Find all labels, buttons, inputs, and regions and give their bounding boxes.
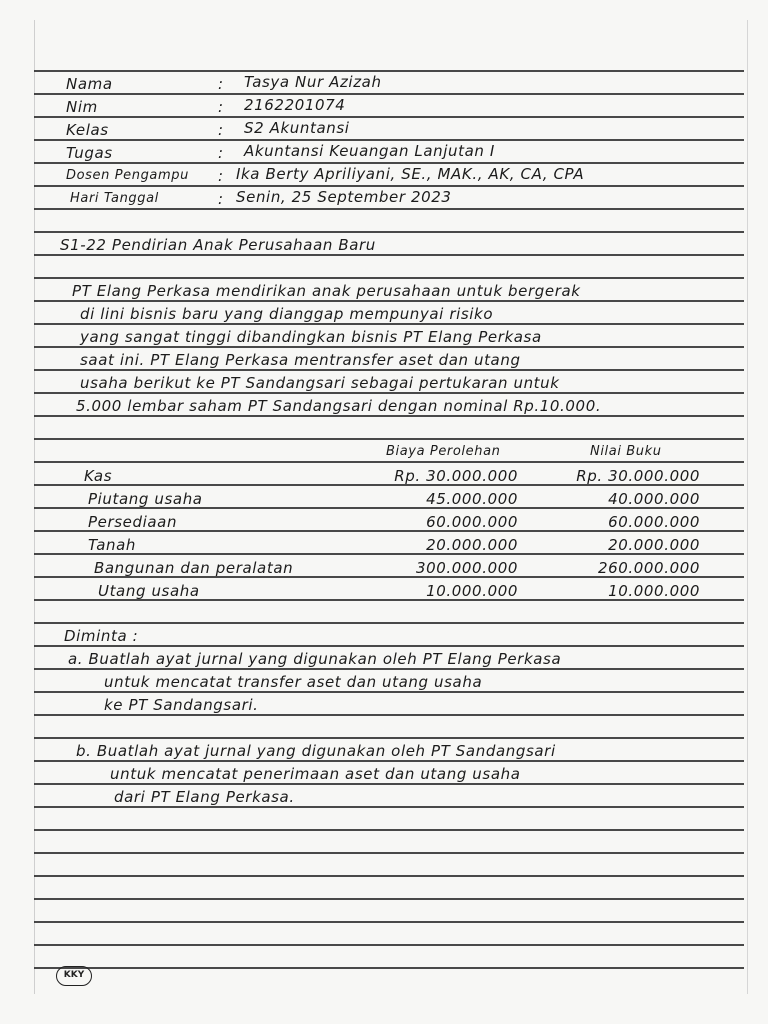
header-label-hari-tanggal: Hari Tanggal	[70, 191, 159, 206]
table-cell-biaya: Rp. 30.000.000	[394, 467, 518, 485]
request-title: Diminta :	[64, 627, 139, 645]
header-separator: :	[218, 190, 224, 208]
rule-line	[34, 369, 744, 371]
rule-line	[34, 852, 744, 854]
rule-line	[34, 898, 744, 900]
table-cell-nilai: 40.000.000	[608, 490, 700, 508]
table-cell-biaya: 10.000.000	[426, 582, 518, 600]
header-label-nama: Nama	[66, 75, 113, 93]
rule-line	[34, 254, 744, 256]
rule-line	[34, 116, 744, 118]
rule-line	[34, 875, 744, 877]
margin-line-right	[747, 20, 748, 994]
header-separator: :	[218, 167, 224, 185]
rule-line	[34, 714, 744, 716]
table-cell-nilai: 260.000.000	[597, 559, 700, 577]
problem-title: S1-22 Pendirian Anak Perusahaan Baru	[60, 236, 376, 254]
rule-line	[34, 93, 744, 95]
request-a-line: untuk mencatat transfer aset dan utang usaha	[104, 673, 483, 691]
table-cell-item: Utang usaha	[98, 582, 200, 600]
rule-line	[34, 185, 744, 187]
rule-line	[34, 944, 744, 946]
table-cell-item: Tanah	[88, 536, 136, 554]
table-cell-item: Persediaan	[88, 513, 178, 531]
header-separator: :	[218, 144, 224, 162]
rule-line	[34, 208, 744, 210]
header-value-nama: Tasya Nur Azizah	[244, 73, 382, 91]
header-separator: :	[218, 98, 224, 116]
rule-line	[34, 806, 744, 808]
rule-line	[34, 967, 744, 969]
table-cell-item: Kas	[84, 467, 113, 485]
rule-line	[34, 415, 744, 417]
table-cell-biaya: 20.000.000	[426, 536, 518, 554]
rule-line	[34, 231, 744, 233]
rule-line	[34, 392, 744, 394]
rule-line	[34, 691, 744, 693]
rule-line	[34, 300, 744, 302]
table-header-nilai: Nilai Buku	[590, 444, 662, 459]
brand-logo: KKY	[56, 966, 92, 986]
rule-line	[34, 668, 744, 670]
header-label-nim: Nim	[66, 98, 98, 116]
request-b-line: b. Buatlah ayat jurnal yang digunakan oleh PT Sandangsari	[76, 742, 556, 760]
header-label-dosen: Dosen Pengampu	[66, 168, 189, 183]
rule-line	[34, 70, 744, 72]
paragraph-line: saat ini. PT Elang Perkasa mentransfer aset dan utang	[80, 351, 521, 369]
table-header-biaya: Biaya Perolehan	[386, 444, 501, 459]
table-cell-nilai: 10.000.000	[608, 582, 700, 600]
table-cell-item: Bangunan dan peralatan	[94, 559, 294, 577]
rule-line	[34, 139, 744, 141]
rule-line	[34, 438, 744, 440]
rule-line	[34, 783, 744, 785]
header-separator: :	[218, 121, 224, 139]
rule-line	[34, 829, 744, 831]
request-b-line: dari PT Elang Perkasa.	[114, 788, 295, 806]
table-cell-biaya: 300.000.000	[415, 559, 518, 577]
rule-line	[34, 737, 744, 739]
header-value-dosen: Ika Berty Apriliyani, SE., MAK., AK, CA, CPA	[236, 165, 585, 183]
header-label-tugas: Tugas	[66, 144, 113, 162]
paragraph-line: usaha berikut ke PT Sandangsari sebagai pertukaran untuk	[80, 374, 560, 392]
rule-line	[34, 346, 744, 348]
request-a-line: ke PT Sandangsari.	[104, 696, 259, 714]
request-b-line: untuk mencatat penerimaan aset dan utang usaha	[110, 765, 521, 783]
paragraph-line: di lini bisnis baru yang dianggap mempunyai risiko	[80, 305, 494, 323]
rule-line	[34, 277, 744, 279]
rule-line	[34, 760, 744, 762]
header-value-hari-tanggal: Senin, 25 September 2023	[236, 188, 452, 206]
paragraph-line: 5.000 lembar saham PT Sandangsari dengan nominal Rp.10.000.	[76, 397, 602, 415]
header-value-kelas: S2 Akuntansi	[244, 119, 350, 137]
header-value-tugas: Akuntansi Keuangan Lanjutan I	[244, 142, 495, 160]
header-separator: :	[218, 75, 224, 93]
rule-line	[34, 921, 744, 923]
request-a-line: a. Buatlah ayat jurnal yang digunakan oleh PT Elang Perkasa	[68, 650, 562, 668]
table-cell-item: Piutang usaha	[88, 490, 203, 508]
rule-line	[34, 461, 744, 463]
rule-line	[34, 323, 744, 325]
table-cell-nilai: Rp. 30.000.000	[576, 467, 700, 485]
header-label-kelas: Kelas	[66, 121, 109, 139]
rule-line	[34, 622, 744, 624]
table-cell-biaya: 60.000.000	[426, 513, 518, 531]
paragraph-line: PT Elang Perkasa mendirikan anak perusahaan untuk bergerak	[72, 282, 581, 300]
paragraph-line: yang sangat tinggi dibandingkan bisnis PT Elang Perkasa	[80, 328, 542, 346]
rule-line	[34, 645, 744, 647]
table-cell-nilai: 60.000.000	[608, 513, 700, 531]
table-cell-nilai: 20.000.000	[608, 536, 700, 554]
header-value-nim: 2162201074	[244, 96, 346, 114]
rule-line	[34, 162, 744, 164]
table-cell-biaya: 45.000.000	[426, 490, 518, 508]
